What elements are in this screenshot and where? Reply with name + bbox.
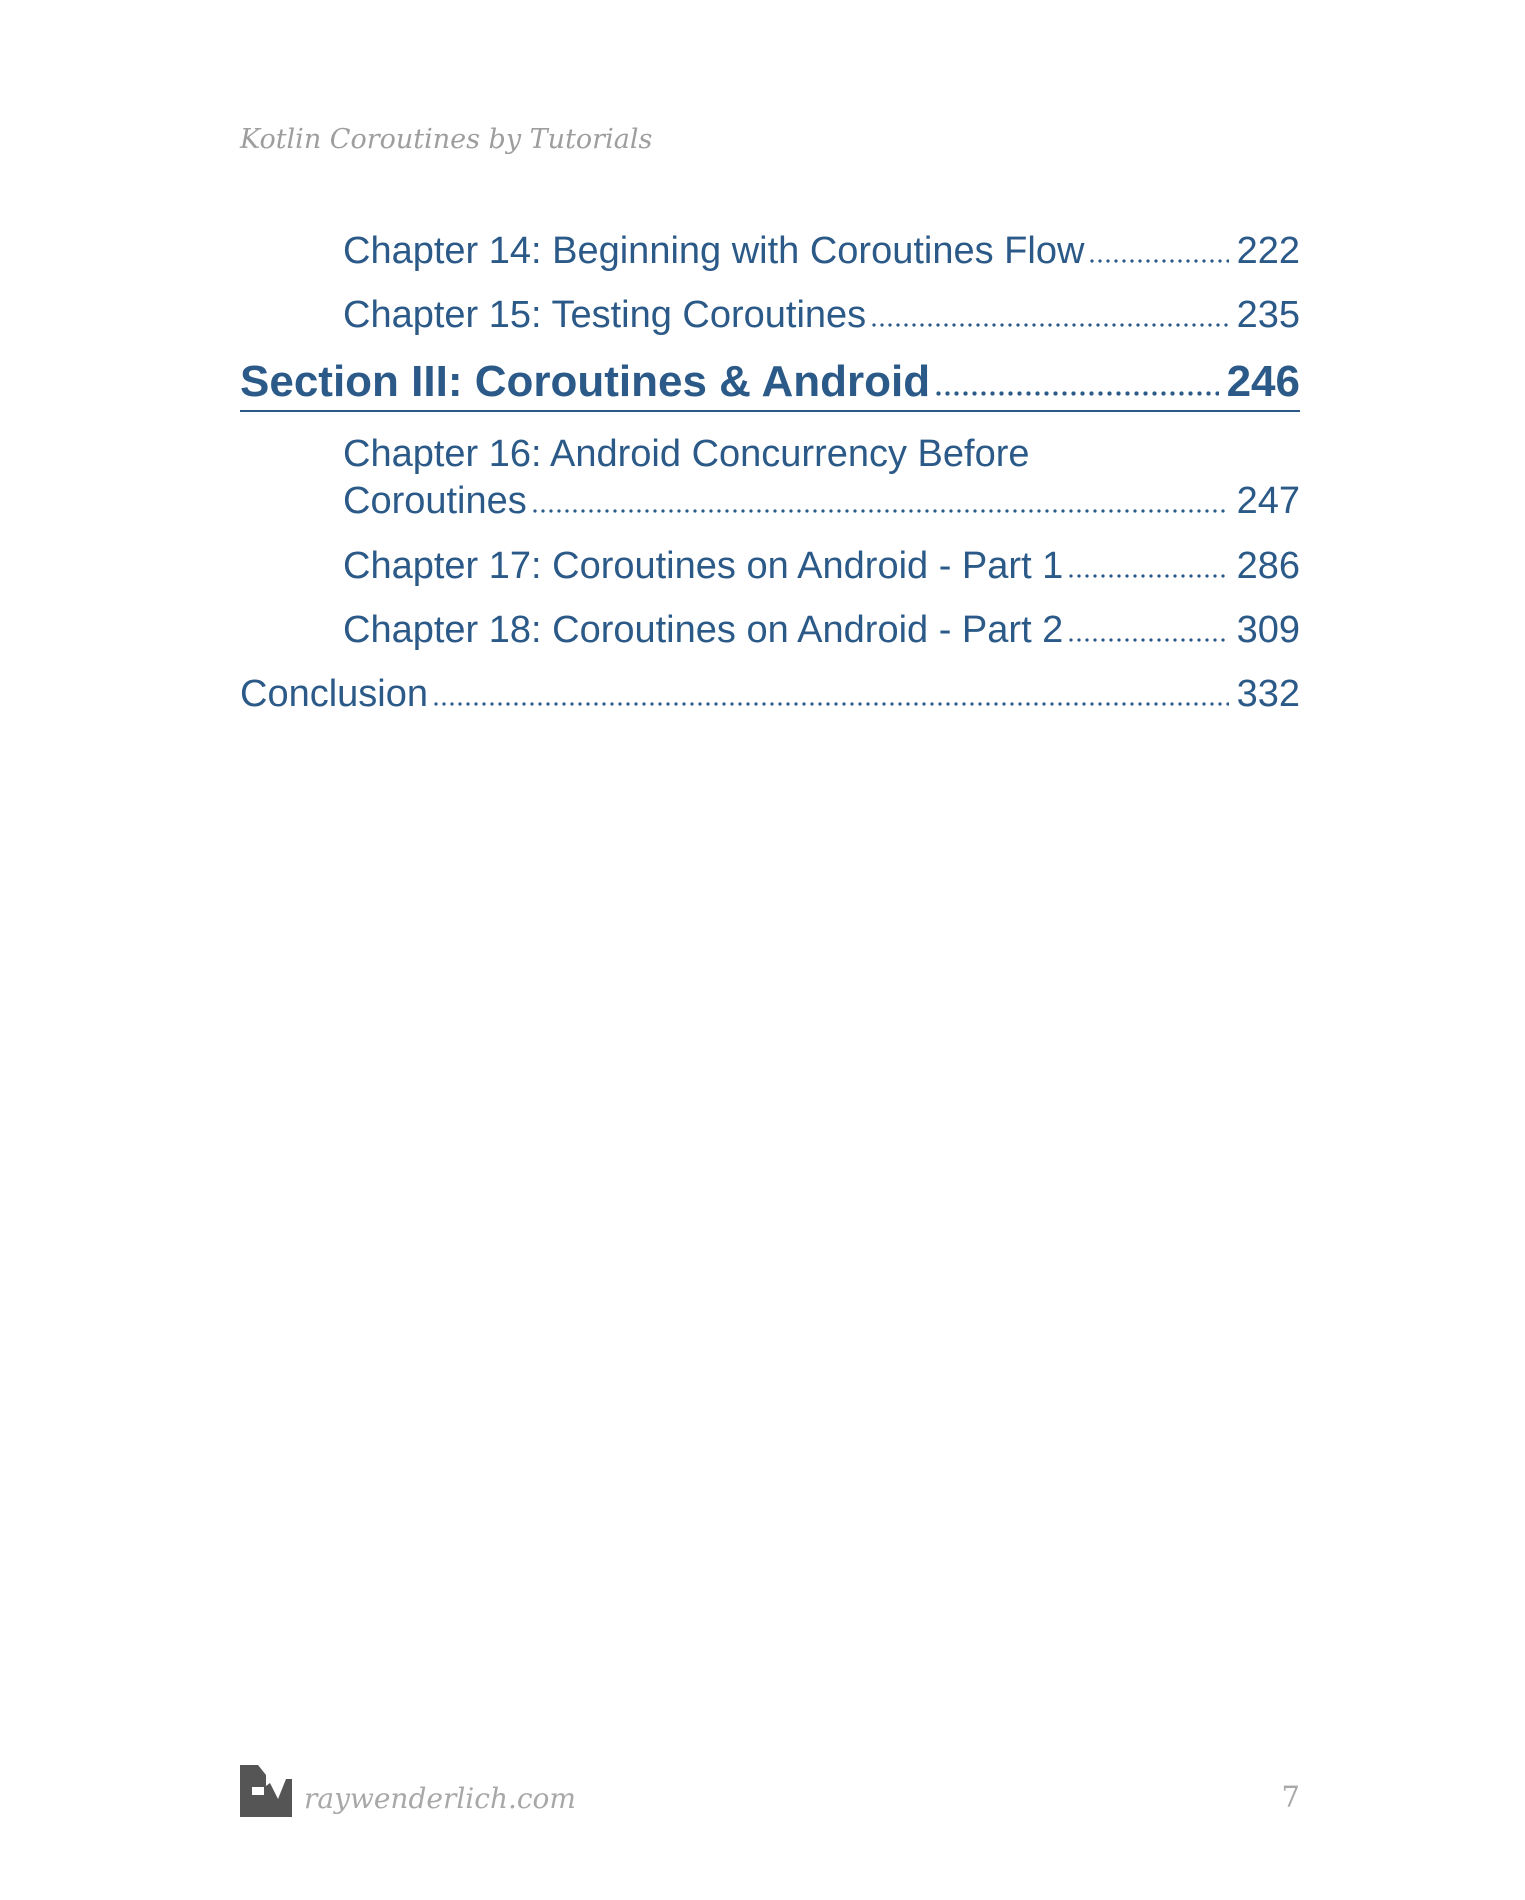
toc-entry-chapter-15[interactable] <box>343 292 1300 339</box>
toc-entry-chapter-18[interactable] <box>343 607 1300 654</box>
toc-entry-page: 247 <box>1236 480 1300 522</box>
footer-site-name: raywenderlich.com <box>304 1782 576 1815</box>
dot-leader <box>1088 253 1228 263</box>
toc-entry-page: 332 <box>1236 673 1300 715</box>
toc-entry-title: Chapter 15: Testing Coroutines <box>343 294 867 336</box>
toc-entry-chapter-17[interactable] <box>343 543 1300 590</box>
toc-entry-chapter-16[interactable] <box>343 431 1300 525</box>
dot-leader <box>1067 632 1228 642</box>
toc-entry-page: 235 <box>1236 294 1300 336</box>
toc-section-title: Section III: Coroutines & Android <box>240 357 931 406</box>
toc-entry-second-line <box>343 478 1300 525</box>
dot-leader <box>1067 568 1228 578</box>
toc-entry-section-3[interactable] <box>240 356 1300 412</box>
toc-entry-conclusion[interactable] <box>240 671 1300 718</box>
dot-leader <box>870 317 1228 327</box>
toc-entry-title: Chapter 17: Coroutines on Android - Part 1 <box>343 545 1064 587</box>
running-header: Kotlin Coroutines by Tutorials <box>240 124 653 155</box>
toc-entry-page: 222 <box>1236 230 1300 272</box>
toc-entry-title-line-1: Chapter 16: Android Concurrency Before <box>343 433 1030 475</box>
toc-section-page: 246 <box>1226 357 1300 406</box>
page-number: 7 <box>1281 1780 1300 1814</box>
toc-entry-title: Chapter 14: Beginning with Coroutines Flow <box>343 230 1085 272</box>
dot-leader <box>934 386 1218 396</box>
raywenderlich-logo-icon <box>240 1765 292 1817</box>
toc-entry-page: 286 <box>1236 545 1300 587</box>
toc-entry-page: 309 <box>1236 609 1300 651</box>
toc-entry-title: Conclusion <box>240 673 428 715</box>
toc-entry-title-line-2: Coroutines <box>343 480 527 522</box>
toc-entry-title: Chapter 18: Coroutines on Android - Part 2 <box>343 609 1064 651</box>
dot-leader <box>531 503 1229 513</box>
toc-entry-chapter-14[interactable] <box>343 228 1300 275</box>
dot-leader <box>432 696 1229 706</box>
